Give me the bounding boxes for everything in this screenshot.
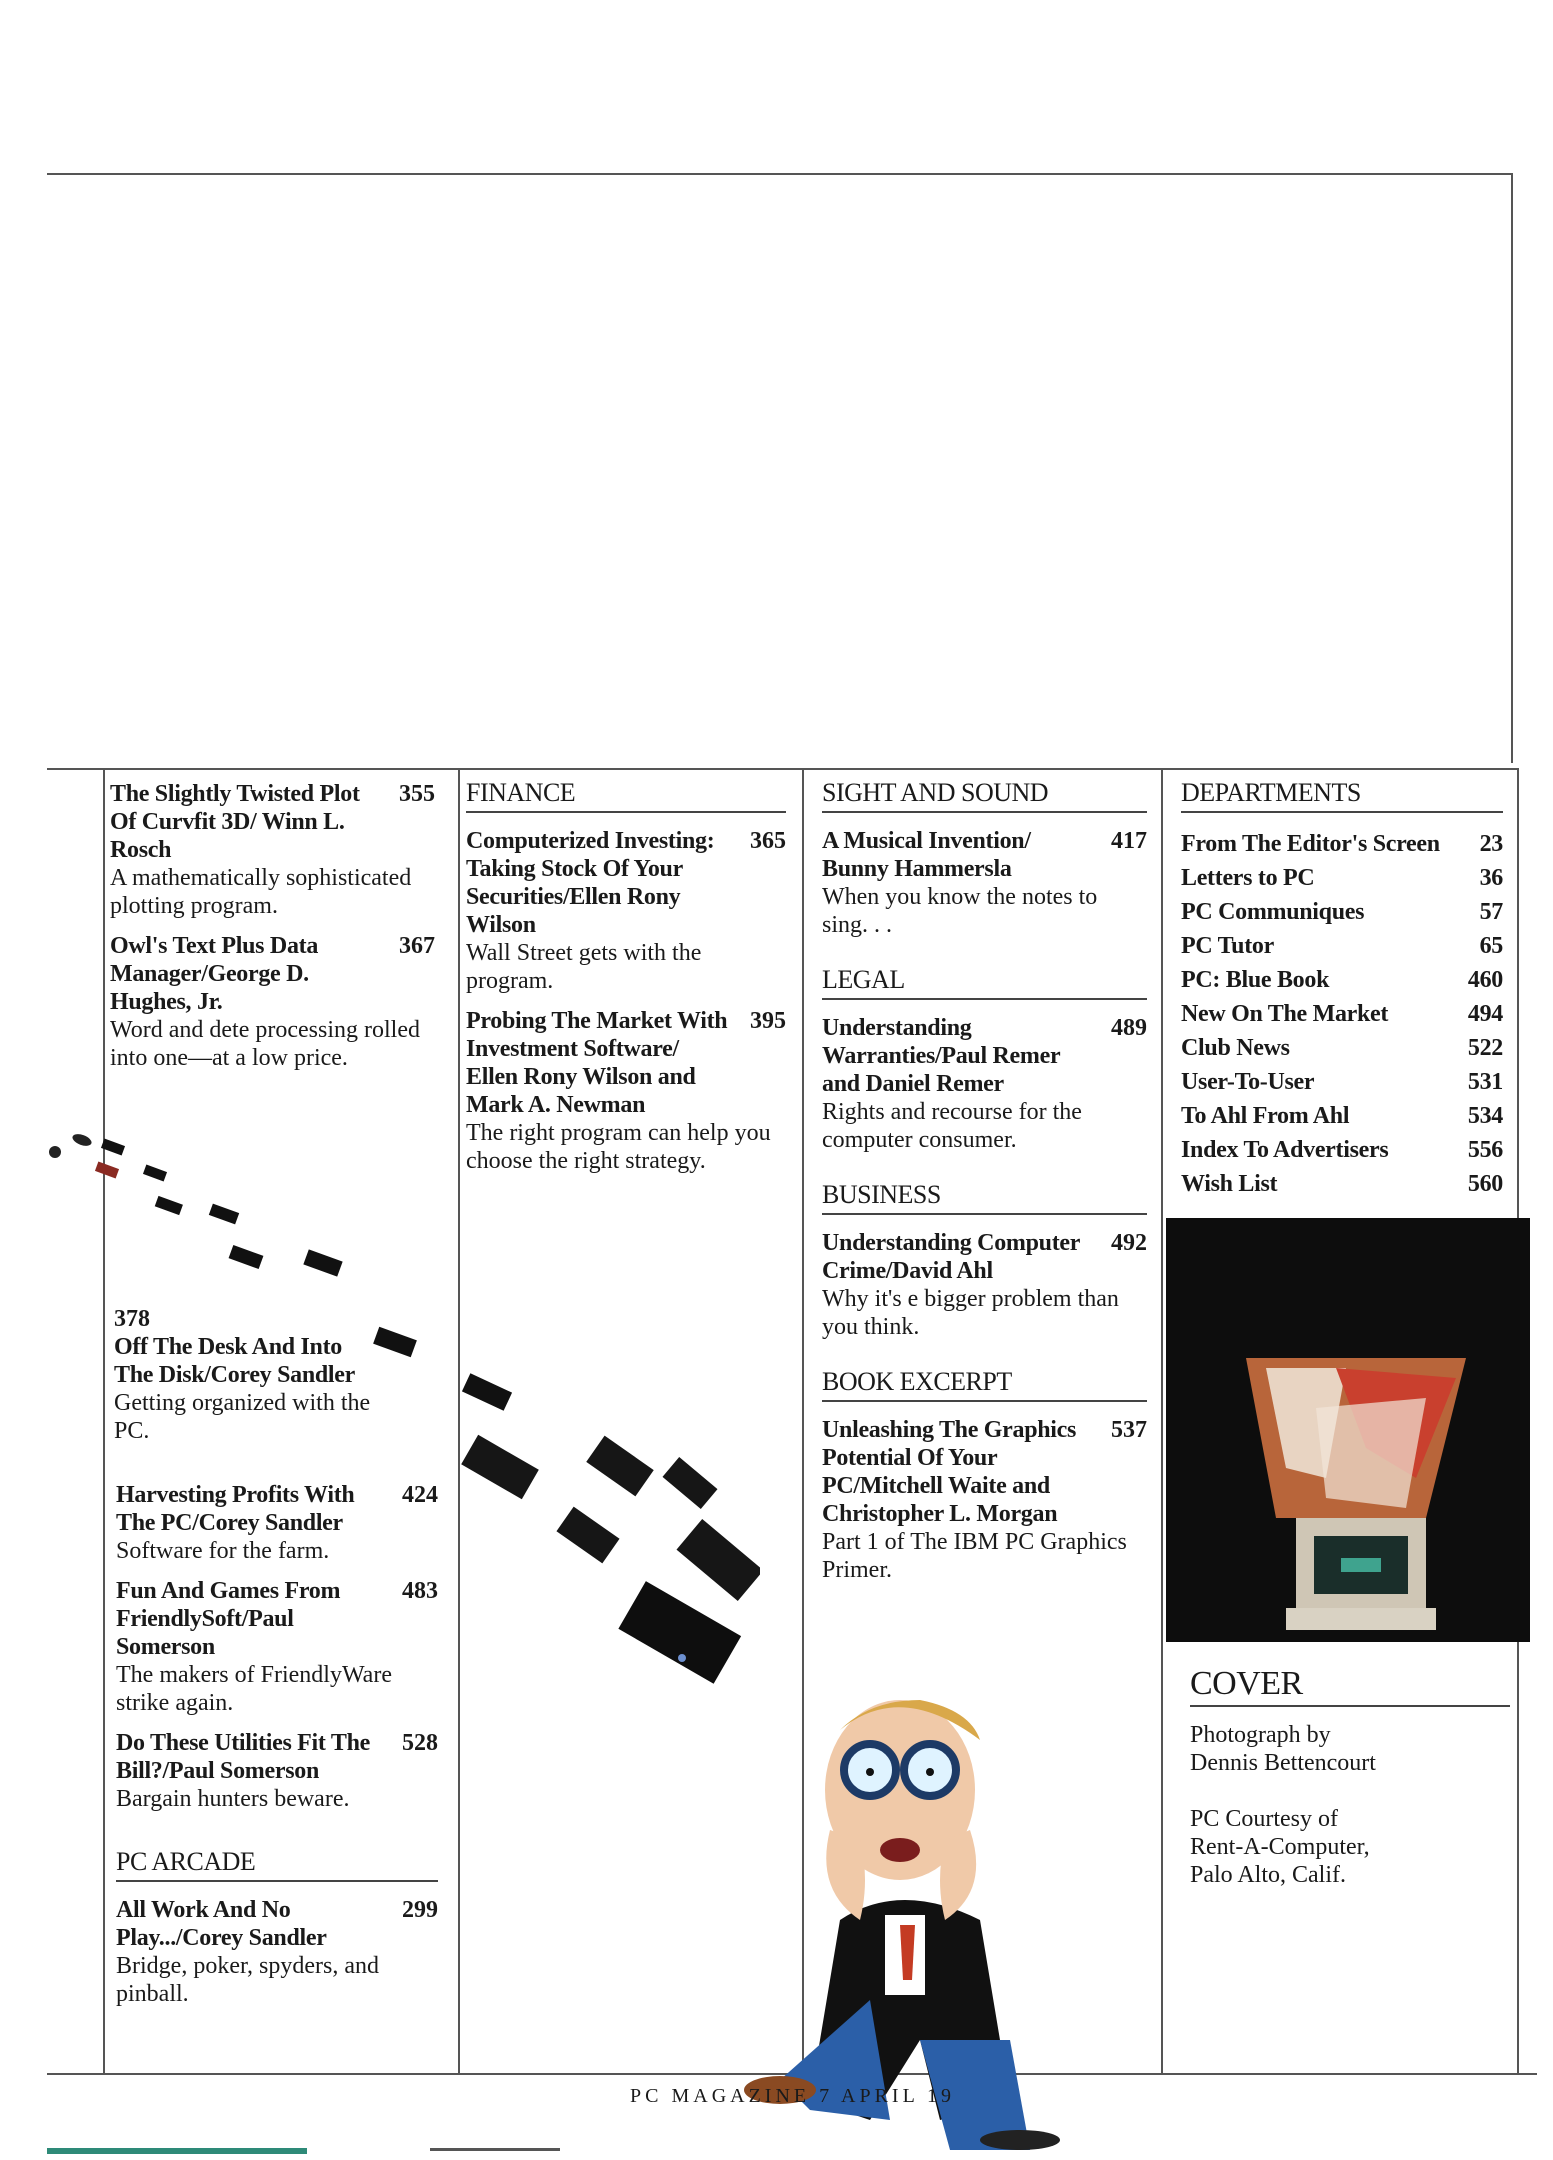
entry-title: A Musical Invention/ Bunny Hammersla (822, 828, 1031, 882)
cartoon-man-illustration (720, 1680, 1100, 2150)
toc-top-rule (47, 768, 1519, 770)
entry-desc: Bridge, poker, spyders, and pinball. (116, 1953, 379, 2007)
department-item[interactable] (1181, 895, 1503, 929)
entry-page: 365 (750, 828, 786, 854)
entry-page: 367 (399, 933, 435, 959)
entry-title: Probing The Market With Investment Software/ Ellen Rony Wilson and Mark A. Newman (466, 1008, 728, 1118)
entry-page: 489 (1111, 1015, 1147, 1041)
column-departments (1181, 778, 1503, 1201)
department-item[interactable] (1181, 929, 1503, 963)
cover-pc-source: Rent-A-Computer, (1190, 1834, 1370, 1860)
col-divider-4 (1161, 768, 1163, 2073)
cover-pc-credit: PC Courtesy of (1190, 1806, 1339, 1832)
right-frame-rule (1511, 173, 1513, 763)
computer-illustration (1166, 1218, 1530, 1642)
cover-photo (1166, 1218, 1530, 1642)
toc-entry[interactable] (116, 1729, 438, 1813)
department-item[interactable] (1181, 1133, 1503, 1167)
entry-desc: The makers of FriendlyWare strike again. (116, 1662, 392, 1716)
section-heading-legal: LEGAL (822, 965, 1147, 1000)
entry-page: 395 (750, 1008, 786, 1034)
footer-accent-bar (47, 2148, 307, 2154)
entry-title: Understanding Computer Crime/David Ahl (822, 1230, 1080, 1284)
department-page: 522 (1467, 1035, 1503, 1061)
department-label: To Ahl From Ahl (1181, 1103, 1350, 1129)
department-label: Letters to PC (1181, 865, 1315, 891)
entry-page: 378 (114, 1306, 150, 1332)
department-page: 23 (1479, 831, 1503, 857)
section-heading-book-excerpt: BOOK EXCERPT (822, 1367, 1147, 1402)
entry-page: 355 (399, 781, 435, 807)
column-sections (822, 778, 1147, 1596)
top-rule (47, 173, 1513, 175)
entry-title: Off The Desk And Into The Disk/Corey Sandler (114, 1334, 355, 1388)
entry-desc: Why it's e bigger problem than you think. (822, 1286, 1119, 1340)
department-label: New On The Market (1181, 1001, 1389, 1027)
department-label: PC: Blue Book (1181, 967, 1330, 993)
entry-desc: Wall Street gets with the program. (466, 940, 702, 994)
section-heading-business: BUSINESS (822, 1180, 1147, 1215)
department-item[interactable] (1181, 827, 1503, 861)
department-item[interactable] (1181, 1167, 1503, 1201)
department-item[interactable] (1181, 1099, 1503, 1133)
entry-page: 528 (402, 1730, 438, 1756)
department-page: 534 (1467, 1103, 1503, 1129)
entry-page: 483 (402, 1578, 438, 1604)
entry-page: 537 (1111, 1417, 1147, 1443)
entry-page: 424 (402, 1482, 438, 1508)
entry-desc: Bargain hunters beware. (116, 1786, 350, 1812)
page-footer: PC MAGAZINE 7 APRIL 19 (630, 2085, 956, 2107)
department-page: 65 (1479, 933, 1503, 959)
toc-entry[interactable] (822, 1416, 1147, 1584)
section-heading-finance: FINANCE (466, 778, 786, 813)
entry-desc: Word and dete processing rolled into one—at a low price. (110, 1017, 420, 1071)
department-page: 494 (1467, 1001, 1503, 1027)
toc-entry[interactable] (110, 932, 435, 1072)
toc-entry[interactable] (116, 1896, 438, 2008)
department-label: Index To Advertisers (1181, 1137, 1389, 1163)
toc-entry[interactable] (822, 1229, 1147, 1341)
entry-title: Harvesting Profits With The PC/Corey Sandler (116, 1482, 355, 1536)
entry-title: The Slightly Twisted Plot Of Curvfit 3D/ Winn L. Rosch (110, 781, 360, 863)
entry-page: 417 (1111, 828, 1147, 854)
department-item[interactable] (1181, 1031, 1503, 1065)
department-page: 460 (1467, 967, 1503, 993)
section-heading-arcade: PC ARCADE (116, 1847, 438, 1882)
entry-desc: When you know the notes to sing. . . (822, 884, 1098, 938)
entry-title: All Work And No Play.../Corey Sandler (116, 1897, 327, 1951)
department-label: Wish List (1181, 1171, 1278, 1197)
cover-credits (1190, 1665, 1510, 1889)
department-page: 556 (1467, 1137, 1503, 1163)
entry-desc: A mathematically sophisticated plotting program. (110, 865, 412, 919)
department-page: 531 (1467, 1069, 1503, 1095)
department-item[interactable] (1181, 1065, 1503, 1099)
department-item[interactable] (1181, 963, 1503, 997)
section-heading-cover: COVER (1190, 1665, 1510, 1707)
department-item[interactable] (1181, 861, 1503, 895)
entry-desc: The right program can help you choose the right strategy. (466, 1120, 771, 1174)
entry-title: Owl's Text Plus Data Manager/George D. Hughes, Jr. (110, 933, 319, 1015)
entry-desc: Software for the farm. (116, 1538, 330, 1564)
footer-accent-line (430, 2148, 560, 2151)
entry-title: Computerized Investing: Taking Stock Of Your Securities/Ellen Rony Wilson (466, 828, 715, 938)
entry-title: Do These Utilities Fit The Bill?/Paul Somerson (116, 1730, 370, 1784)
department-page: 560 (1467, 1171, 1503, 1197)
department-page: 36 (1479, 865, 1503, 891)
department-item[interactable] (1181, 997, 1503, 1031)
column-features (110, 780, 435, 1084)
entry-page: 299 (402, 1897, 438, 1923)
department-label: Club News (1181, 1035, 1290, 1061)
cover-photographer: Dennis Bettencourt (1190, 1750, 1376, 1776)
cover-photo-credit: Photograph by (1190, 1722, 1331, 1748)
entry-desc: Part 1 of The IBM PC Graphics Primer. (822, 1529, 1127, 1583)
section-heading-departments: DEPARTMENTS (1181, 778, 1503, 813)
department-label: PC Tutor (1181, 933, 1274, 959)
department-label: User-To-User (1181, 1069, 1315, 1095)
toc-entry[interactable] (822, 827, 1147, 939)
department-label: From The Editor's Screen (1181, 831, 1440, 857)
section-heading-sight-sound: SIGHT AND SOUND (822, 778, 1147, 813)
entry-title: Fun And Games From FriendlySoft/Paul Somerson (116, 1578, 341, 1660)
department-page: 57 (1479, 899, 1503, 925)
entry-desc: Getting organized with the PC. (114, 1390, 371, 1444)
departments-list (1181, 827, 1503, 1201)
toc-entry[interactable] (110, 780, 435, 920)
toc-entry[interactable] (822, 1014, 1147, 1154)
entry-title: Unleashing The Graphics Potential Of Your PC/Mitchell Waite and Christopher L. Morgan (822, 1417, 1077, 1527)
entry-title: Understanding Warranties/Paul Remer and Daniel Remer (822, 1015, 1060, 1097)
department-label: PC Communiques (1181, 899, 1365, 925)
entry-page: 492 (1111, 1230, 1147, 1256)
toc-entry[interactable] (466, 827, 786, 995)
entry-desc: Rights and recourse for the computer consumer. (822, 1099, 1082, 1153)
cover-pc-location: Palo Alto, Calif. (1190, 1862, 1346, 1888)
